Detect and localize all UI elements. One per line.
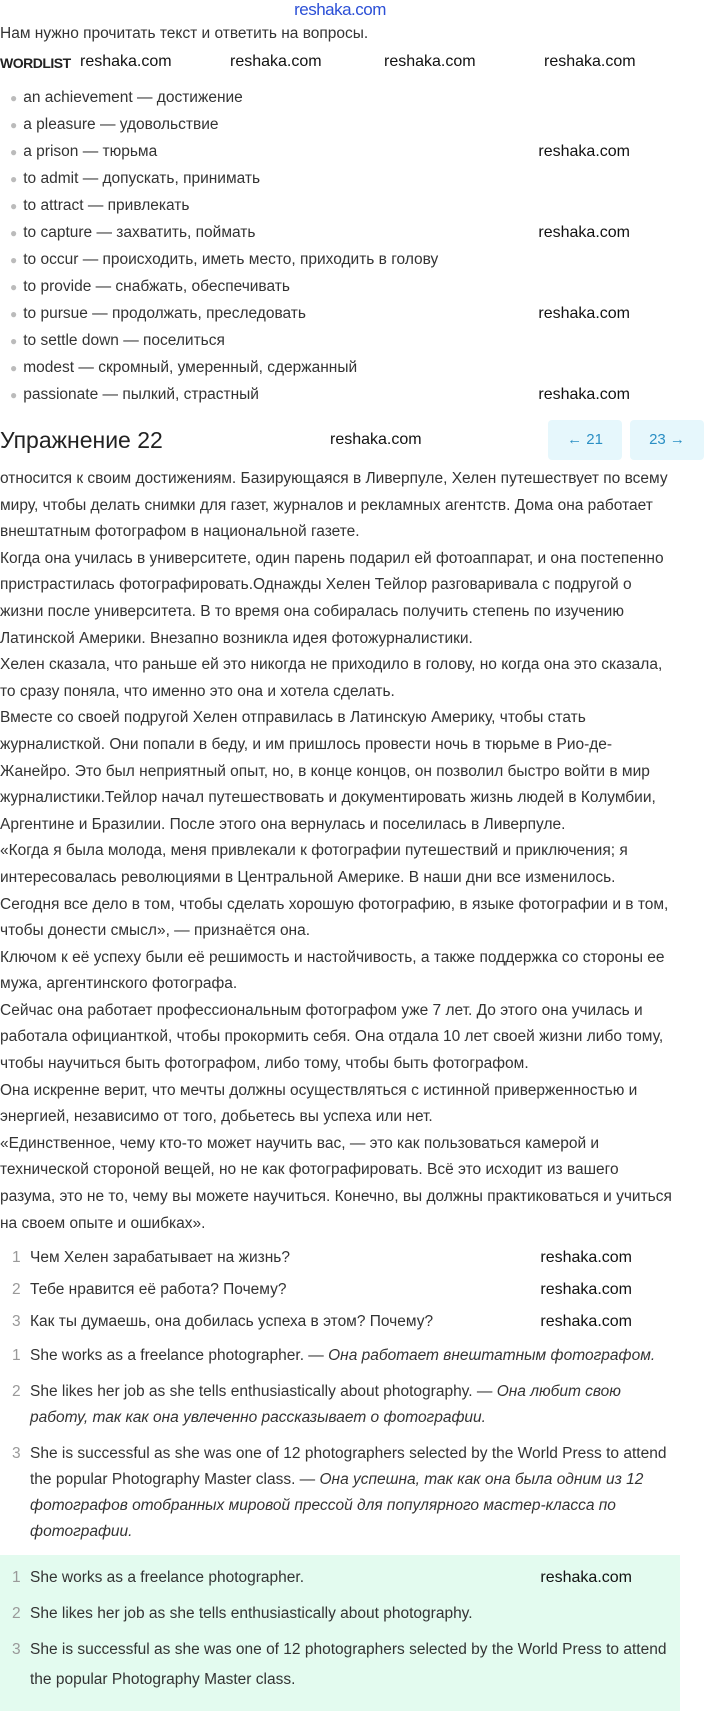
answers-list — [0, 1343, 672, 1545]
bullet-icon: ● — [10, 226, 18, 240]
wordlist-item — [10, 302, 670, 329]
bullet-icon: ● — [10, 145, 18, 159]
item-number: 2 — [12, 1383, 21, 1401]
item-number: 1 — [12, 1249, 21, 1267]
wordlist-item — [10, 275, 670, 302]
exercise-text — [0, 466, 672, 1545]
bullet-icon: ● — [10, 307, 18, 321]
paragraph: Сейчас она работает профессиональным фотографом уже 7 лет. До этого она училась и работала официанткой, чтобы прокормить себя. Она отдала 10 лет своей жизни либо тому, чтобы научиться быть фотографом, либо тому, чтобы быть фотографом. — [0, 1001, 664, 1073]
exercise-header — [0, 420, 685, 460]
paragraph: «Когда я была молода, меня привлекали к фотографии путешествий и приключения; я интересовалась революциями в Центральной Америке. В наши дни все изменилось. Сегодня все дело в том, чтобы сделать хорошую фотографию, в языке фотографии и в том, чтобы донести смысл», — признаётся она. — [0, 842, 669, 940]
answer-english: She is successful as she was one of 12 photographers selected by the World Press to attend the popular Photography Master class. — — [30, 1445, 667, 1489]
wordlist-text: an achievement — достижение — [23, 89, 243, 106]
wordlist-item — [10, 383, 670, 410]
wordlist-text: to capture — захватить, поймать — [23, 224, 256, 241]
wordlist-text: to provide — снабжать, обеспечивать — [23, 278, 290, 295]
bullet-icon: ● — [10, 361, 18, 375]
wordlist-text: passionate — пылкий, страстный — [23, 386, 259, 403]
bullet-icon: ● — [10, 280, 18, 294]
bullet-icon: ● — [10, 118, 18, 132]
wordlist-item — [10, 248, 670, 275]
question-text: Чем Хелен зарабатывает на жизнь? — [30, 1249, 290, 1267]
watermark-text: reshaka.com — [384, 53, 476, 70]
watermark-text: reshaka.com — [538, 305, 630, 322]
answer-item — [0, 1379, 672, 1431]
wordlist-text: a pleasure — удовольствие — [23, 116, 219, 133]
final-answer-item — [0, 1635, 672, 1695]
intro-text: Нам нужно прочитать текст и ответить на вопросы. — [0, 25, 369, 42]
answer-english: She works as a freelance photographer. — — [30, 1347, 329, 1365]
site-watermark-logo: reshaka.com — [294, 0, 386, 19]
bullet-icon: ● — [10, 172, 18, 186]
watermark-text: reshaka.com — [540, 1249, 632, 1267]
watermark-text: reshaka.com — [230, 53, 322, 70]
bullet-icon: ● — [10, 253, 18, 267]
question-item — [0, 1247, 672, 1269]
paragraph: Она искренне верит, что мечты должны осуществляться с истинной приверженностью и энергией, независимо от того, добьетесь вы успеха или нет. — [0, 1081, 638, 1126]
watermark-text: reshaka.com — [80, 53, 172, 70]
watermark-text: reshaka.com — [538, 386, 630, 403]
wordlist-item — [10, 194, 670, 221]
paragraph: «Единственное, чему кто-то может научить вас, — это как пользоваться камерой и технической стороной вещей, но не как фотографировать. Всё это исходит из вашего разума, это не то, чему вы можете научиться. Конечно, вы должны практиковаться и учиться на своем опыте и ошибках». — [0, 1134, 672, 1232]
item-number: 3 — [12, 1313, 21, 1331]
wordlist-item — [10, 113, 670, 140]
paragraph: Ключом к её успеху были её решимость и настойчивость, а также поддержка со стороны ее мужа, аргентинского фотографа. — [0, 948, 665, 993]
watermark-text: reshaka.com — [330, 431, 422, 448]
exercise-content — [0, 466, 680, 1711]
bullet-icon: ● — [10, 91, 18, 105]
item-number: 3 — [12, 1445, 21, 1463]
watermark-text: reshaka.com — [540, 1313, 632, 1331]
item-number: 3 — [12, 1641, 21, 1659]
bullet-icon: ● — [10, 334, 18, 348]
bullet-icon: ● — [10, 388, 18, 402]
wordlist-title: WORDLIST — [0, 55, 71, 71]
answer-line — [30, 1441, 672, 1545]
answer-translation: Она любит свою работу, так как она увлеченно рассказывает о фотографии. — [30, 1383, 621, 1427]
wordlist-item — [10, 140, 670, 167]
bullet-icon: ● — [10, 199, 18, 213]
prev-exercise-button[interactable]: ← 21 — [548, 420, 622, 460]
wordlist-text: to admit — допускать, принимать — [23, 170, 261, 187]
final-answer-item — [0, 1599, 672, 1629]
wordlist — [10, 86, 670, 410]
item-number: 2 — [12, 1605, 21, 1623]
watermark-text: reshaka.com — [538, 224, 630, 241]
final-answer-text: She is successful as she was one of 12 photographers selected by the World Press to attend the popular Photography Master class. — [30, 1641, 667, 1689]
wordlist-item — [10, 329, 670, 356]
wordlist-item — [10, 167, 670, 194]
wordlist-item — [10, 86, 670, 113]
final-answer-text: She likes her job as she tells enthusiastically about photography. — [30, 1605, 473, 1623]
answer-item — [0, 1441, 672, 1545]
watermark-text: reshaka.com — [540, 1281, 632, 1299]
paragraph: Когда она училась в университете, один парень подарил ей фотоаппарат, и она постепенно пристрастилась фотографировать.Однажды Хелен Тейлор разговаривала с подругой о жизни после университета. В то время она собиралась получить степень по изучению Латинской Америки. Внезапно возникла идея фотожурналистики. — [0, 549, 664, 647]
item-number: 1 — [12, 1569, 21, 1587]
watermark-text: reshaka.com — [544, 53, 636, 70]
paragraph: Хелен сказала, что раньше ей это никогда не приходило в голову, но когда она это сказала, то сразу поняла, что именно это она и хотела сделать. — [0, 656, 663, 700]
wordlist-text: a prison — тюрьма — [23, 143, 158, 160]
wordlist-text: to occur — происходить, иметь место, приходить в голову — [23, 251, 439, 268]
watermark-text: reshaka.com — [540, 1569, 632, 1587]
final-answer-text: She works as a freelance photographer. — [30, 1569, 305, 1587]
final-answers-list — [0, 1563, 672, 1695]
answer-box — [0, 1555, 680, 1711]
questions-list — [0, 1247, 672, 1333]
wordlist-text: to attract — привлекать — [23, 197, 190, 214]
wordlist-item — [10, 356, 670, 383]
question-item — [0, 1311, 672, 1333]
question-text: Как ты думаешь, она добилась успеха в этом? Почему? — [30, 1313, 434, 1331]
answer-line — [30, 1343, 655, 1369]
paragraph: относится к своим достижениям. Базирующаяся в Ливерпуле, Хелен путешествует по всему миру, чтобы делать снимки для газет, журналов и рекламных агентств. Дома она работает внештатным фотографом в национальной газете. — [0, 470, 668, 541]
wordlist-text: to settle down — поселиться — [23, 332, 225, 349]
final-answer-item — [0, 1563, 672, 1593]
answer-line — [30, 1379, 672, 1431]
wordlist-text: to pursue — продолжать, преследовать — [23, 305, 306, 322]
paragraph: Вместе со своей подругой Хелен отправилась в Латинскую Америку, чтобы стать журналисткой. Они попали в беду, и им пришлось провести ночь в тюрьме в Рио-де-Жанейро. Это был неприятный опыт, но, в конце концов, он позволил быстро войти в мир журналистики.Тейлор начал путешествовать и документировать жизнь людей в Колумбии, Аргентине и Бразилии. После этого она вернулась и поселилась в Ливерпуле. — [0, 709, 656, 833]
page-title: Упражнение 22 — [0, 427, 163, 453]
question-item — [0, 1279, 672, 1301]
item-number: 2 — [12, 1281, 21, 1299]
answer-english: She likes her job as she tells enthusiastically about photography. — — [30, 1383, 497, 1401]
answer-translation: Она успешна, так как она была одним из 12 фотографов отобранных мировой прессой для популярного мастер-класса по фотографии. — [30, 1471, 644, 1541]
wordlist-item — [10, 221, 670, 248]
answer-item — [0, 1343, 672, 1369]
answer-translation: Она работает внештатным фотографом. — [328, 1347, 656, 1365]
watermark-text: reshaka.com — [538, 143, 630, 160]
item-number: 1 — [12, 1347, 21, 1365]
wordlist-text: modest — скромный, умеренный, сдержанный — [23, 359, 358, 376]
next-exercise-button[interactable]: 23 → — [630, 420, 704, 460]
question-text: Тебе нравится её работа? Почему? — [30, 1281, 287, 1299]
